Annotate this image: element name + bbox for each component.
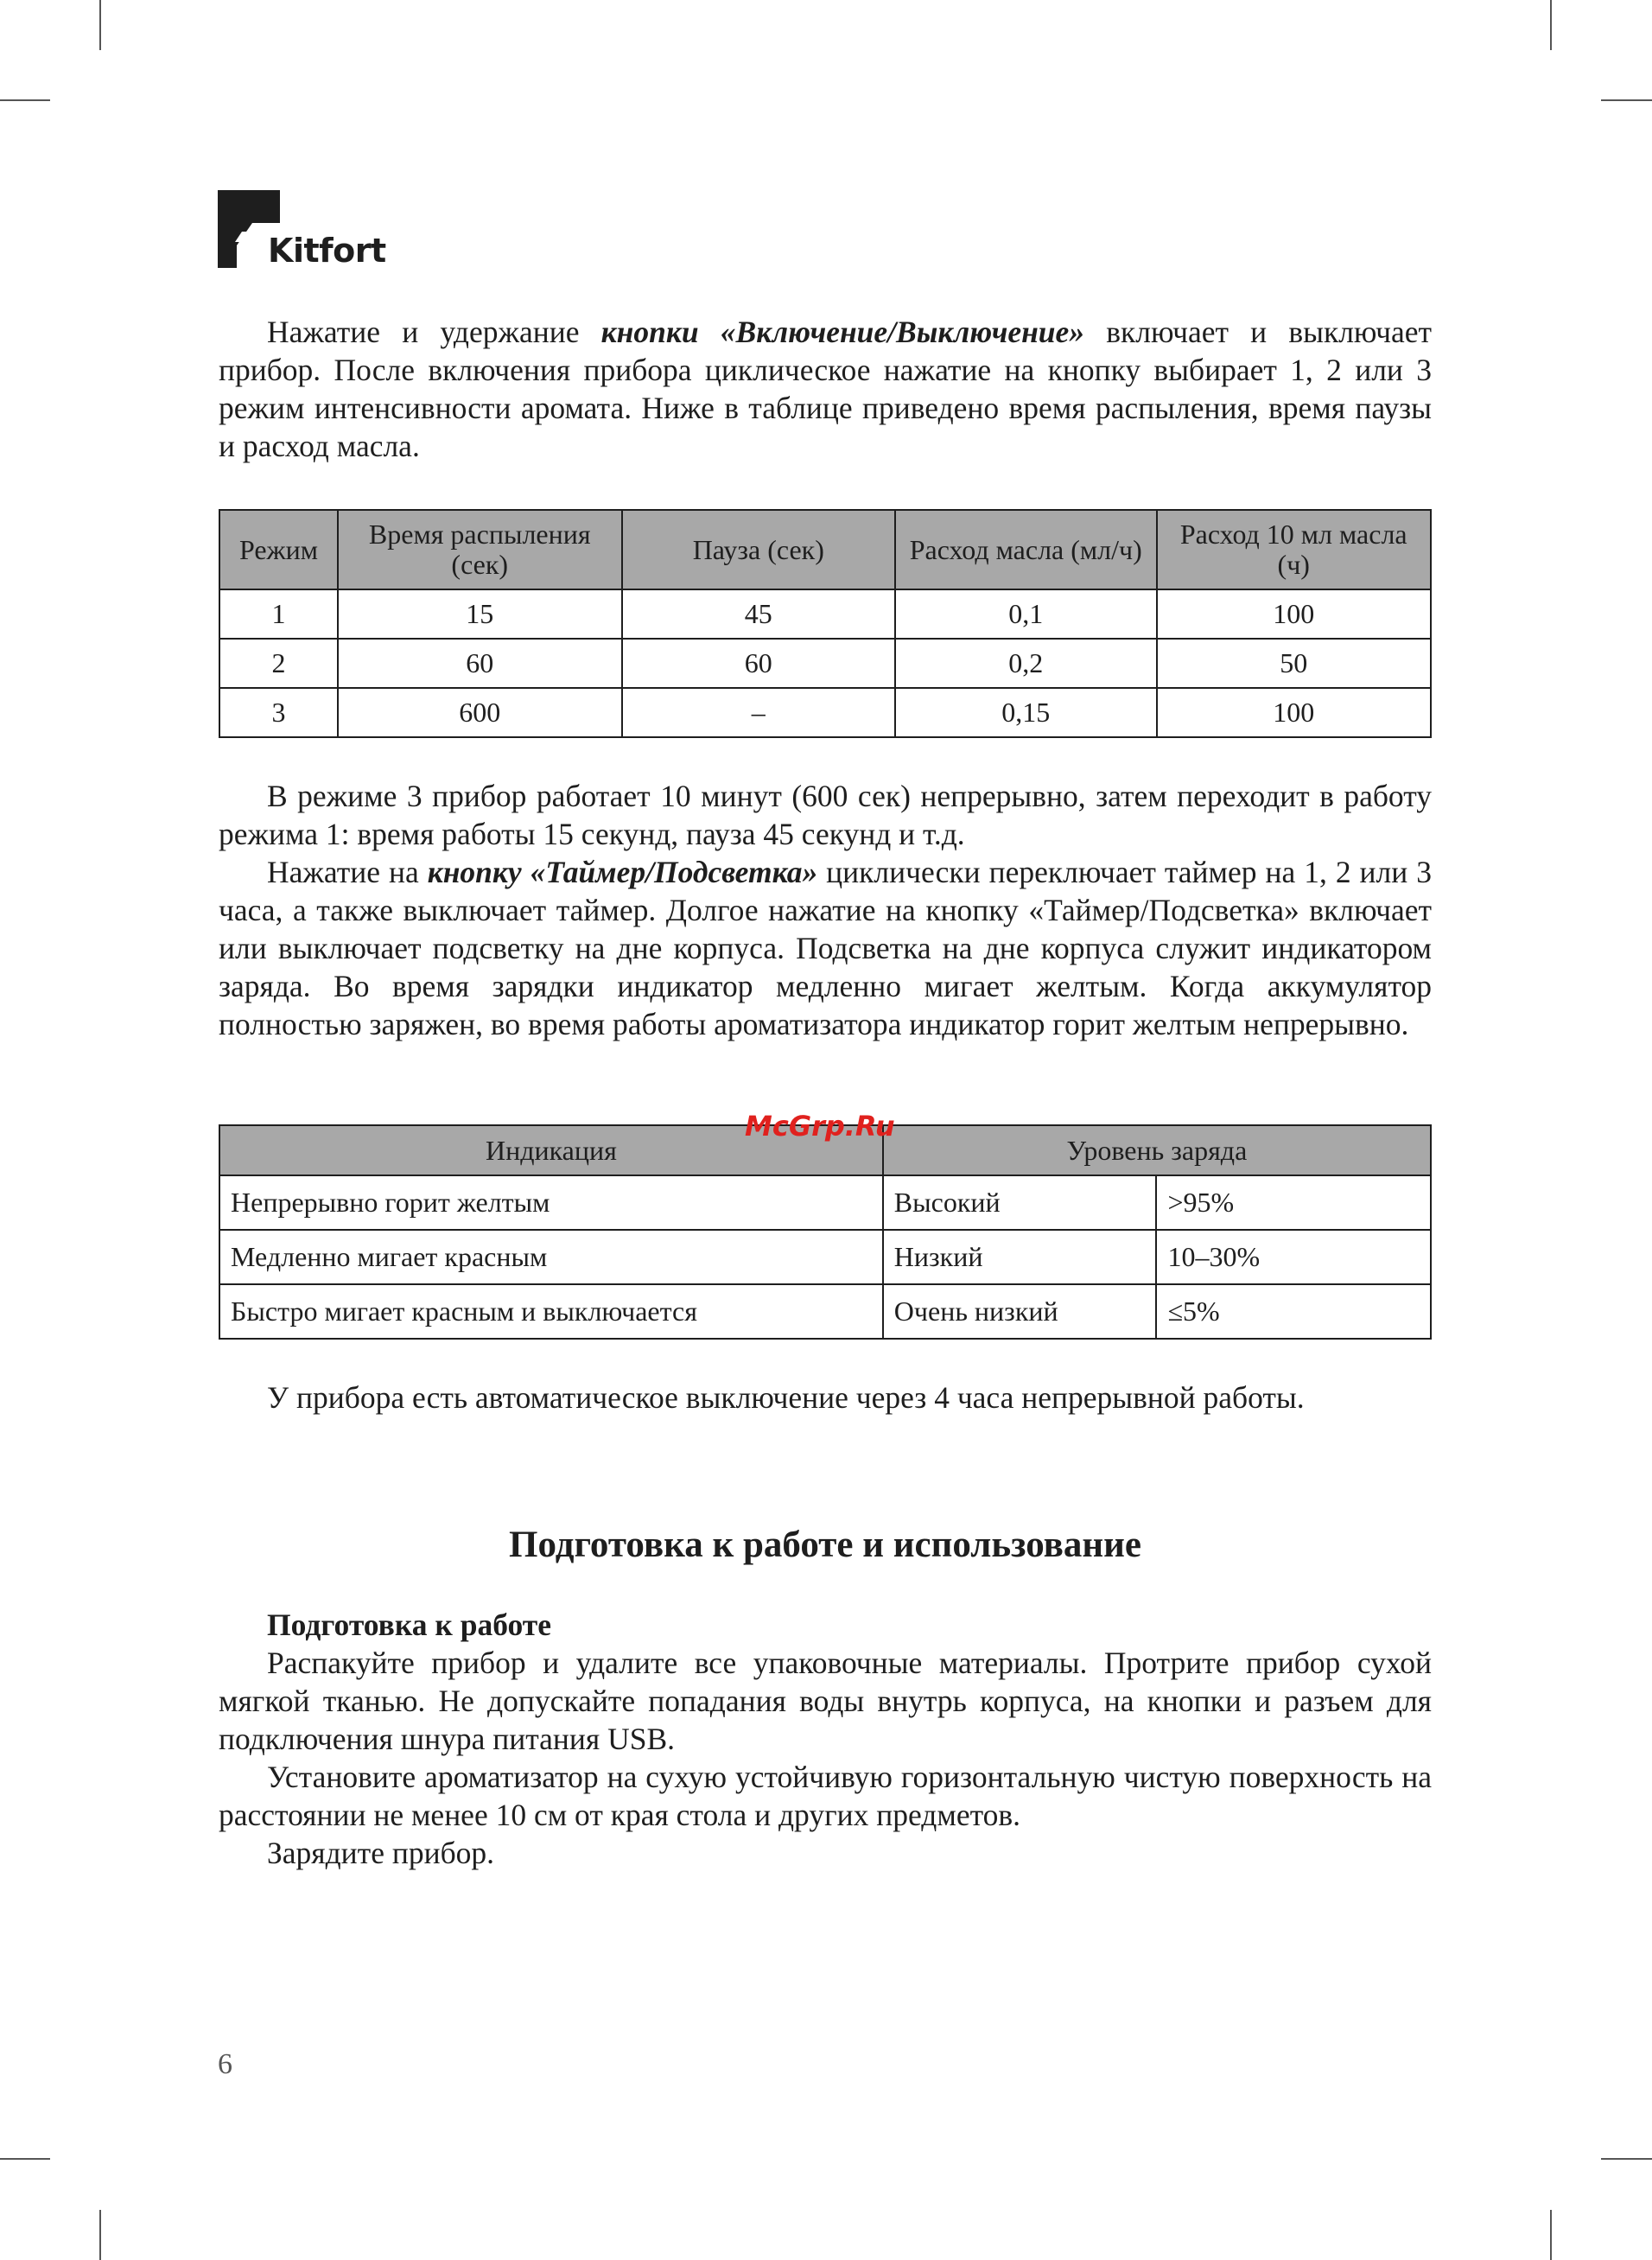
table-cell: Быстро мигает красным и выключается bbox=[219, 1284, 883, 1339]
table-row bbox=[219, 1175, 1431, 1230]
table-row bbox=[219, 1284, 1431, 1339]
brand-name: Kitfort bbox=[268, 232, 386, 270]
table-cell: 1 bbox=[219, 589, 338, 639]
section-title: Подготовка к работе и использование bbox=[509, 1525, 1141, 1565]
table-row bbox=[219, 589, 1431, 639]
table-header-row bbox=[219, 510, 1431, 589]
crop-mark bbox=[0, 2158, 50, 2160]
table-row bbox=[219, 688, 1431, 737]
table-cell: Медленно мигает красным bbox=[219, 1230, 883, 1284]
watermark: McGrp.Ru bbox=[745, 1110, 895, 1143]
timer-paragraph: Нажатие на кнопку «Таймер/Подсветка» циклически переключает таймер на 1, 2 или 3 часа, а также выключает таймер. Долгое нажатие на кнопку «Таймер/Подсветка» включает или выключает подсветку на дне корпуса. Подсветка на дне корпуса служит индикатором заряда. Во время зарядки индикатор медленно мигает желтым. Когда аккумулятор полностью заряжен, во время работы ароматизатора индикатор горит желтым непрерывно. bbox=[219, 855, 1432, 1041]
table-cell: 0,1 bbox=[895, 589, 1157, 639]
table-header: Расход масла (мл/ч) bbox=[895, 510, 1157, 589]
table-cell: 0,2 bbox=[895, 639, 1157, 688]
table-cell: 60 bbox=[338, 639, 622, 688]
table-cell: 100 bbox=[1157, 589, 1432, 639]
table-row bbox=[219, 1230, 1431, 1284]
crop-mark bbox=[1550, 0, 1552, 50]
autooff-paragraph: У прибора есть автоматическое выключение через 4 часа непрерывной работы. bbox=[267, 1380, 1305, 1415]
prep-paragraph: Распакуйте прибор и удалите все упаковочные материалы. Протрите прибор сухой мягкой тканью. Не допускайте попадания воды внутрь корпуса, на кнопки и разъем для подключения шнура питания USB. bbox=[219, 1646, 1432, 1756]
table-cell: >95% bbox=[1156, 1175, 1431, 1230]
table-cell: 10–30% bbox=[1156, 1230, 1431, 1284]
prep-paragraph: Установите ароматизатор на сухую устойчивую горизонтальную чистую поверхность на расстоянии не менее 10 см от края стола и других предметов. bbox=[219, 1760, 1432, 1832]
table-header: Расход 10 мл масла (ч) bbox=[1157, 510, 1432, 589]
table-header: Индикация bbox=[219, 1125, 883, 1175]
table-cell: 600 bbox=[338, 688, 622, 737]
crop-mark bbox=[1601, 99, 1652, 101]
mode3-paragraph: В режиме 3 прибор работает 10 минут (600 сек) непрерывно, затем переходит в работу режима 1: время работы 15 секунд, пауза 45 секунд и т.д. bbox=[219, 779, 1432, 851]
intro-section bbox=[219, 313, 1432, 465]
mode-table bbox=[219, 509, 1432, 738]
table-cell: Очень низкий bbox=[883, 1284, 1157, 1339]
table-header: Пауза (сек) bbox=[622, 510, 895, 589]
prep-paragraph: Зарядите прибор. bbox=[267, 1836, 495, 1870]
intro-paragraph: Нажатие и удержание кнопки «Включение/Выключение» включает и выключает прибор. После включения прибора циклическое нажатие на кнопку выбирает 1, 2 или 3 режим интенсивности аромата. Ниже в таблице приведено время распыления, время паузы и расход масла. bbox=[219, 315, 1432, 463]
table-header: Уровень заряда bbox=[883, 1125, 1431, 1175]
crop-mark bbox=[1601, 2158, 1652, 2160]
table-cell: Непрерывно горит желтым bbox=[219, 1175, 883, 1230]
preparation-section bbox=[219, 1606, 1432, 1872]
crop-mark bbox=[0, 99, 50, 101]
table-cell: 100 bbox=[1157, 688, 1432, 737]
autooff-section bbox=[219, 1378, 1432, 1416]
table-cell: 3 bbox=[219, 688, 338, 737]
table-cell: – bbox=[622, 688, 895, 737]
table-cell: 2 bbox=[219, 639, 338, 688]
table-cell: Высокий bbox=[883, 1175, 1157, 1230]
mode-description-section bbox=[219, 777, 1432, 1043]
table-cell: 45 bbox=[622, 589, 895, 639]
table-header: Время распыления (сек) bbox=[338, 510, 622, 589]
crop-mark bbox=[99, 0, 101, 50]
table-row bbox=[219, 639, 1431, 688]
table-cell: 0,15 bbox=[895, 688, 1157, 737]
table-header: Режим bbox=[219, 510, 338, 589]
table-cell: ≤5% bbox=[1156, 1284, 1431, 1339]
table-cell: Низкий bbox=[883, 1230, 1157, 1284]
table-cell: 50 bbox=[1157, 639, 1432, 688]
table-cell: 15 bbox=[338, 589, 622, 639]
table-cell: 60 bbox=[622, 639, 895, 688]
crop-mark bbox=[99, 2210, 101, 2260]
page-number: 6 bbox=[218, 2048, 232, 2080]
crop-mark bbox=[1550, 2210, 1552, 2260]
subsection-title: Подготовка к работе bbox=[267, 1607, 551, 1642]
charge-table bbox=[219, 1124, 1432, 1340]
